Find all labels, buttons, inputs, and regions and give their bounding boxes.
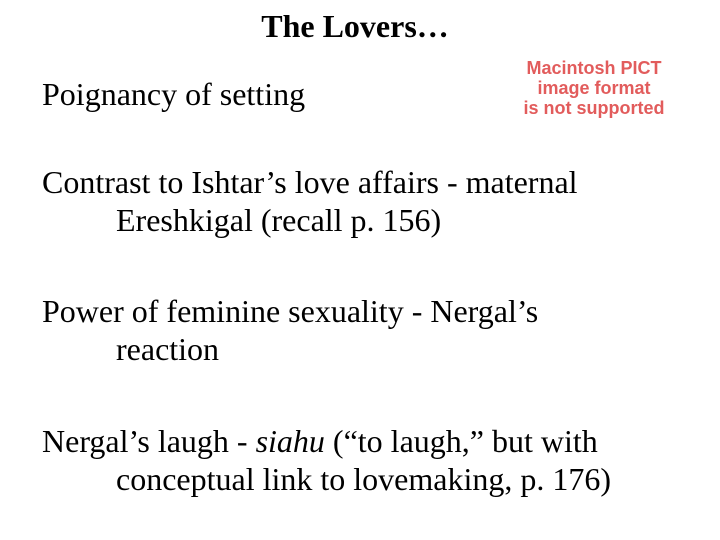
bullet-contrast — [42, 163, 702, 239]
bullet-continuation: reaction — [116, 331, 220, 367]
placeholder-line-1: Macintosh PICT — [526, 58, 662, 78]
bullet-text: Power of feminine sexuality - Nergal’s — [42, 293, 539, 329]
bullet-text-start: Nergal’s laugh - — [42, 423, 256, 459]
bullet-italic-term: siahu — [255, 423, 325, 459]
bullet-setting — [42, 75, 702, 113]
bullet-text-end: (“to laugh,” but with — [324, 423, 598, 459]
bullet-laugh — [42, 422, 702, 498]
placeholder-line-2: image format — [537, 78, 651, 98]
bullet-text: Contrast to Ishtar’s love affairs - maternal — [42, 164, 578, 200]
bullet-continuation: conceptual link to lovemaking, p. 176) — [116, 461, 611, 497]
bullet-text: Poignancy of setting — [42, 76, 306, 112]
bullet-continuation: Ereshkigal (recall p. 156) — [116, 202, 442, 238]
slide-title: The Lovers… — [261, 8, 449, 44]
bullet-power — [42, 292, 702, 368]
placeholder-line-3: is not supported — [523, 98, 665, 118]
